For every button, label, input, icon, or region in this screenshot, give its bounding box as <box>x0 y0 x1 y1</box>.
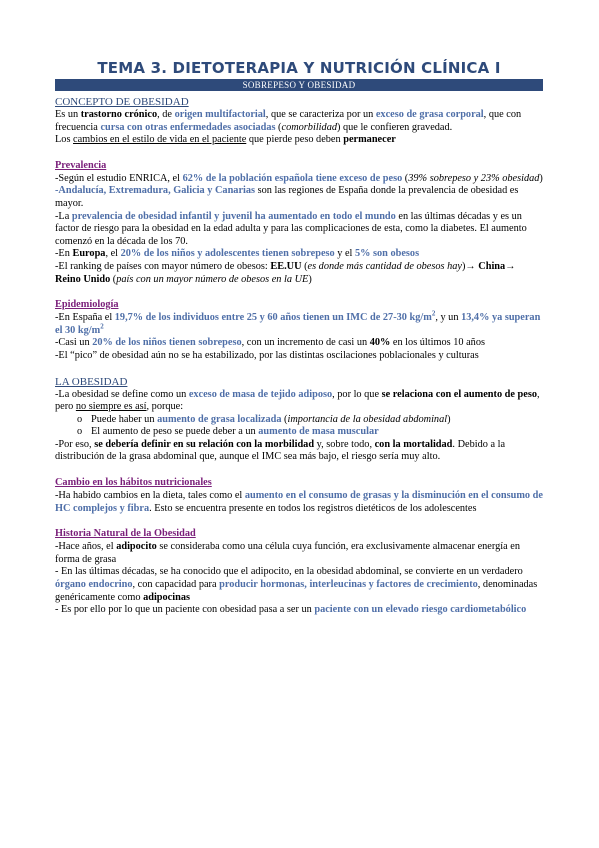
text: ( <box>110 273 117 285</box>
text: , por lo que <box>332 388 382 400</box>
text-highlight: aumento en el consumo de grasas y la disminución en el consumo de HC complejos y fibra <box>55 490 543 514</box>
paragraph-historia-2 <box>55 566 543 604</box>
text: Es un <box>55 109 81 120</box>
text: y el <box>334 248 355 260</box>
text: , con capacidad para <box>132 579 220 591</box>
text-bold: adipocito <box>116 541 157 553</box>
text: -Según el estudio ENRICA, el <box>55 172 183 184</box>
text: -El ranking de países con mayor número de obesos: <box>55 260 271 272</box>
text: ( <box>402 172 409 184</box>
paragraph-prevalencia-2 <box>55 185 543 210</box>
text-bold: con la mortalidad <box>374 438 453 450</box>
text: ( <box>275 121 282 133</box>
text: . Esto se encuentra presente en todos los registros dietéticos de los adolescentes <box>149 502 477 514</box>
text: , porque: <box>146 401 184 413</box>
text-highlight: paciente con un elevado riesgo cardiometabólico <box>314 604 527 616</box>
list-item <box>91 426 543 439</box>
text-italic: 39% sobrepeso y 23% obesidad <box>408 172 540 184</box>
text-italic: es donde más cantidad de obesos hay <box>307 260 462 272</box>
text: , pero <box>55 388 540 413</box>
paragraph-historia-3 <box>55 604 543 617</box>
section-cambio-habitos <box>55 476 543 515</box>
text: - En las últimas décadas, se ha conocido que el adipocito, en la obesidad abdominal, se convierte en un verdadero <box>55 566 523 578</box>
text-bold: 40% <box>369 337 391 349</box>
document-page <box>55 58 543 617</box>
text-italic: importancia de la obesidad abdominal <box>287 413 448 425</box>
text: -En España el <box>55 312 115 324</box>
text-bold: China <box>478 260 506 272</box>
text: -En <box>55 248 73 260</box>
paragraph-prevalencia-3 <box>55 211 543 249</box>
paragraph-historia-1 <box>55 541 543 566</box>
text: -El “pico” de obesidad aún no se ha estabilizado, por las distintas oscilaciones poblacionales y culturas <box>55 349 479 361</box>
text-highlight: -Andalucía, Extremadura, Galicia y Canarias <box>55 185 256 197</box>
text-bold: permanecer <box>343 134 396 146</box>
text-highlight: aumento de grasa localizada <box>157 413 282 425</box>
text-bold: se debería definir en su relación con la morbilidad <box>94 438 315 450</box>
text: ( <box>281 413 288 425</box>
text-highlight: exceso de grasa corporal <box>375 109 484 120</box>
text: , denominadas genéricamente como <box>55 579 538 603</box>
text-underline: cambios en el estilo de vida en el paciente <box>73 134 247 146</box>
text-highlight: 19,7% de los individuos entre 25 y 60 años tienen un IMC de 27-30 kg/m <box>114 312 432 324</box>
text-highlight: órgano endocrino <box>55 579 133 591</box>
text-bold: Europa <box>72 248 106 260</box>
heading-concepto: CONCEPTO DE OBESIDAD <box>55 96 189 108</box>
text: Los <box>55 134 74 146</box>
heading-historia-natural: Historia Natural de la Obesidad <box>55 528 196 540</box>
text-italic: comorbilidad <box>281 121 337 133</box>
text: -Por eso, <box>55 438 95 450</box>
text: -La <box>55 210 72 222</box>
text-highlight: origen multifactorial <box>174 109 266 120</box>
text: ) que le confieren gravedad. <box>337 121 453 133</box>
text: , el <box>105 248 121 260</box>
text: , que se caracteriza por un <box>265 109 376 120</box>
paragraph-cambio-1 <box>55 490 543 515</box>
paragraph-epidemiologia-3 <box>55 350 543 363</box>
text-highlight: exceso de masa de tejido adiposo <box>188 388 333 400</box>
heading-la-obesidad: LA OBESIDAD <box>55 375 128 388</box>
text-highlight: prevalencia de obesidad infantil y juvenil ha aumentado en todo el mundo <box>71 210 396 222</box>
text: y, sobre todo, <box>314 438 375 450</box>
text: -La obesidad se define como un <box>55 388 189 400</box>
text-bold: EE.UU <box>270 260 302 272</box>
paragraph-epidemiologia-1 <box>55 309 543 337</box>
heading-prevalencia: Prevalencia <box>55 159 107 171</box>
text-highlight: producir hormonas, interleucinas y factores de crecimiento <box>219 579 478 591</box>
text: se consideraba como una célula cuya función, era exclusivamente almacenar energía en forma de grasa <box>55 541 520 565</box>
text: )→ <box>461 260 479 272</box>
paragraph-prevalencia-1 <box>55 173 543 186</box>
section-prevalencia <box>55 159 543 286</box>
text: ) <box>308 273 312 285</box>
text: -Casi un <box>55 337 93 349</box>
paragraph-prevalencia-5 <box>55 261 543 286</box>
section-banner: SOBREPESO Y OBESIDAD <box>55 79 543 91</box>
text-bold: se relaciona con el aumento de peso <box>381 388 538 400</box>
text-highlight: 13,4% ya superan el 30 kg/m <box>55 312 541 336</box>
text: ) <box>447 413 451 425</box>
text-underline: no siempre es así <box>75 401 147 413</box>
text-highlight: aumento de masa muscular <box>258 426 379 438</box>
text-highlight: 20% de los niños tienen sobrepeso <box>92 337 242 349</box>
text: , y un <box>435 312 462 324</box>
text: . Debido a la distribución de la grasa abdominal que, aunque el IMC sea más bajo, el riesgo sería muy alto. <box>55 438 506 463</box>
text: -Ha habido cambios en la dieta, tales como el <box>55 490 245 502</box>
text: → <box>505 260 516 272</box>
text-highlight: 5% son obesos <box>355 248 420 260</box>
text: - Es por ello por lo que un paciente con obesidad pasa a ser un <box>55 604 315 616</box>
paragraph-epidemiologia-2 <box>55 337 543 350</box>
section-concepto <box>55 95 543 147</box>
text: que pierde peso deben <box>246 134 344 146</box>
section-epidemiologia <box>55 298 543 362</box>
paragraph-obesidad-1 <box>55 389 543 414</box>
paragraph-prevalencia-4 <box>55 248 543 261</box>
paragraph-concepto-2 <box>55 134 543 147</box>
paragraph-concepto-1 <box>55 109 543 134</box>
text: , con un incremento de casi un <box>241 337 370 349</box>
text-highlight: 62% de la población española tiene exceso de peso <box>182 172 403 184</box>
list-item <box>91 414 543 427</box>
text: El aumento de peso se puede deber a un <box>91 426 259 438</box>
text: , de <box>157 109 175 120</box>
text: ( <box>301 260 308 272</box>
text-highlight: cursa con otras enfermedades asociadas <box>100 121 276 133</box>
text-bold: trastorno crónico <box>80 109 158 120</box>
text: ) <box>539 172 543 184</box>
superscript: 2 <box>431 309 436 318</box>
text: -Hace años, el <box>55 541 117 553</box>
text: , que con frecuencia <box>55 109 522 133</box>
text: son las regiones de España donde la prevalencia de obesidad es mayor. <box>55 185 519 209</box>
text: en los últimos 10 años <box>390 337 485 349</box>
text-bold: Reino Unido <box>55 273 111 285</box>
section-la-obesidad <box>55 375 543 465</box>
document-title: TEMA 3. DIETOTERAPIA Y NUTRICIÓN CLÍNICA I <box>97 59 501 77</box>
text-italic: país con un mayor número de obesos en la UE <box>116 273 309 285</box>
text-bold: adipocinas <box>143 591 190 603</box>
heading-epidemiologia: Epidemiología <box>55 299 119 311</box>
text-highlight: 20% de los niños y adolescentes tienen sobrepeso <box>120 248 335 260</box>
paragraph-obesidad-2 <box>55 439 543 464</box>
bullet-list <box>55 414 543 439</box>
text: Puede haber un <box>91 413 158 425</box>
superscript: 2 <box>100 322 104 331</box>
heading-cambio-habitos: Cambio en los hábitos nutricionales <box>55 477 212 489</box>
section-historia-natural <box>55 527 543 617</box>
text: en las últimas décadas y es un factor de riesgo para la obesidad en la edad adulta y para las complicaciones de esta, como la diabetes. El aumento comenzó en la década de los 70. <box>55 210 527 247</box>
